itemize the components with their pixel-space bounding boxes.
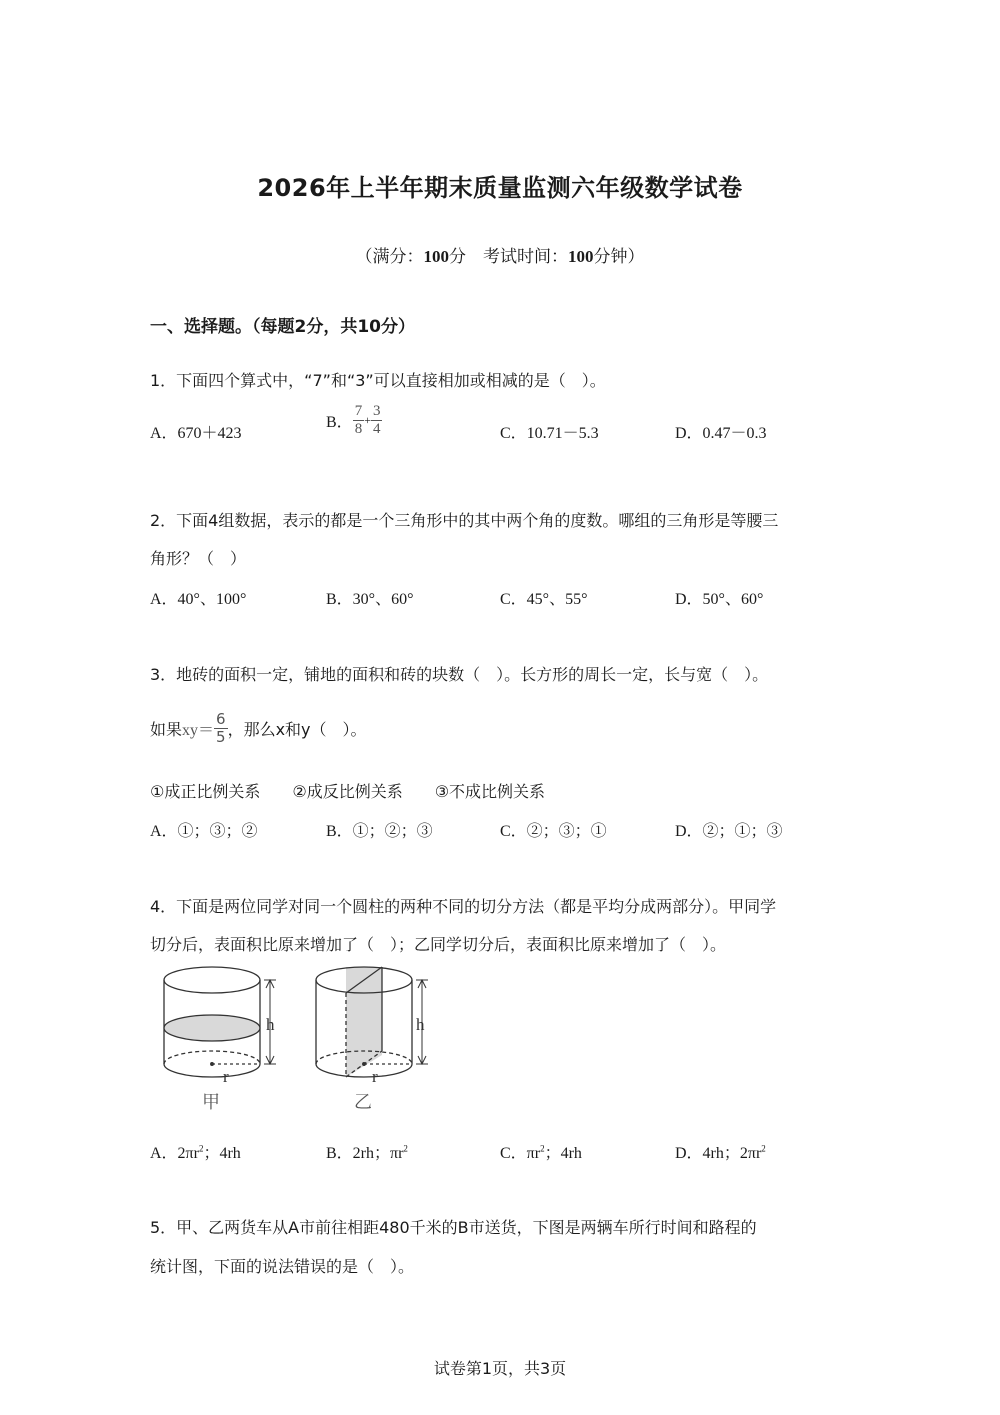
q4-option-d: D．4rh；$2\pi r^2$ [675, 1143, 766, 1162]
question-3-stem-line1: 3．地砖的面积一定，铺地的面积和砖的块数（ ）。长方形的周长一定，长与宽（ ）。 [150, 665, 769, 684]
fraction: $\frac{3}{4}$ [372, 403, 381, 437]
label-h: h [416, 1015, 425, 1034]
cylinder-figure [150, 962, 450, 1117]
exam-subtitle: （满分：100分 考试时间：100分钟） [355, 247, 645, 267]
cylinder-yi [316, 967, 428, 1077]
question-5-stem-line1: 5．甲、乙两货车从A市前往相距480千米的B市送货，下图是两辆车所行时间和路程的 [150, 1218, 757, 1237]
question-3-stem-line2: 如果xy＝ $\frac{6}{5}$ ，那么x和y（ ）。 [150, 710, 367, 746]
label-jia: 甲 [202, 1092, 220, 1113]
label-r: r [372, 1067, 378, 1086]
question-5-stem-line2: 统计图，下面的说法错误的是（ ）。 [150, 1257, 415, 1276]
q3-option-d: D．②；①；③ [675, 823, 783, 840]
q4-option-a: A．$2\pi r^2$；4rh [150, 1143, 241, 1162]
q3-option-a: A．①；③；② [150, 823, 258, 840]
label-yi: 乙 [354, 1092, 372, 1113]
question-4-stem-line1: 4．下面是两位同学对同一个圆柱的两种不同的切分方法（都是平均分成两部分）。甲同学 [150, 897, 777, 916]
question-2-stem-line1: 2．下面4组数据，表示的都是一个三角形中的其中两个角的度数。哪组的三角形是等腰三 [150, 511, 779, 530]
cylinder-jia [164, 967, 276, 1077]
q3-option-b: B．①；②；③ [326, 823, 433, 840]
fraction: $\frac{7}{8}$ [354, 403, 363, 437]
question-1-stem: 1．下面四个算式中，“7”和“3”可以直接相加或相减的是（ ）。 [150, 371, 606, 390]
q2-option-d: D．50°、60° [675, 591, 764, 608]
q2-option-b: B．30°、60° [326, 591, 414, 608]
q1-option-d: D．0.47－0.3 [675, 425, 767, 442]
question-4-stem-line2: 切分后，表面积比原来增加了（ ）；乙同学切分后，表面积比原来增加了（ ）。 [150, 935, 727, 954]
question-2-stem-line2: 角形？（ ） [150, 549, 247, 568]
question-3-choices: ①成正比例关系 ②成反比例关系 ③不成比例关系 [150, 782, 546, 801]
page-footer: 试卷第1页，共3页 [433, 1359, 567, 1378]
q2-option-c: C．45°、55° [500, 591, 588, 608]
label-h: h [266, 1015, 275, 1034]
q1-option-a: A．670＋423 [150, 425, 242, 442]
section-heading: 一、选择题。（每题2分，共10分） [150, 317, 415, 337]
exam-title: 2026年上半年期末质量监测六年级数学试卷 [257, 174, 743, 202]
q1-option-c: C．10.71－5.3 [500, 425, 599, 442]
q4-option-c: C．$\pi r^2$；4rh [500, 1143, 582, 1162]
label-r: r [223, 1067, 229, 1086]
q4-option-b: B．2rh；$\pi r^2$ [326, 1143, 408, 1162]
q2-option-a: A．40°、100° [150, 591, 247, 608]
q1-option-b: B． $\frac{7}{8}$ + $\frac{3}{4}$ [326, 403, 381, 437]
q3-option-c: C．②；③；① [500, 823, 607, 840]
fraction: $\frac{6}{5}$ [216, 710, 226, 746]
